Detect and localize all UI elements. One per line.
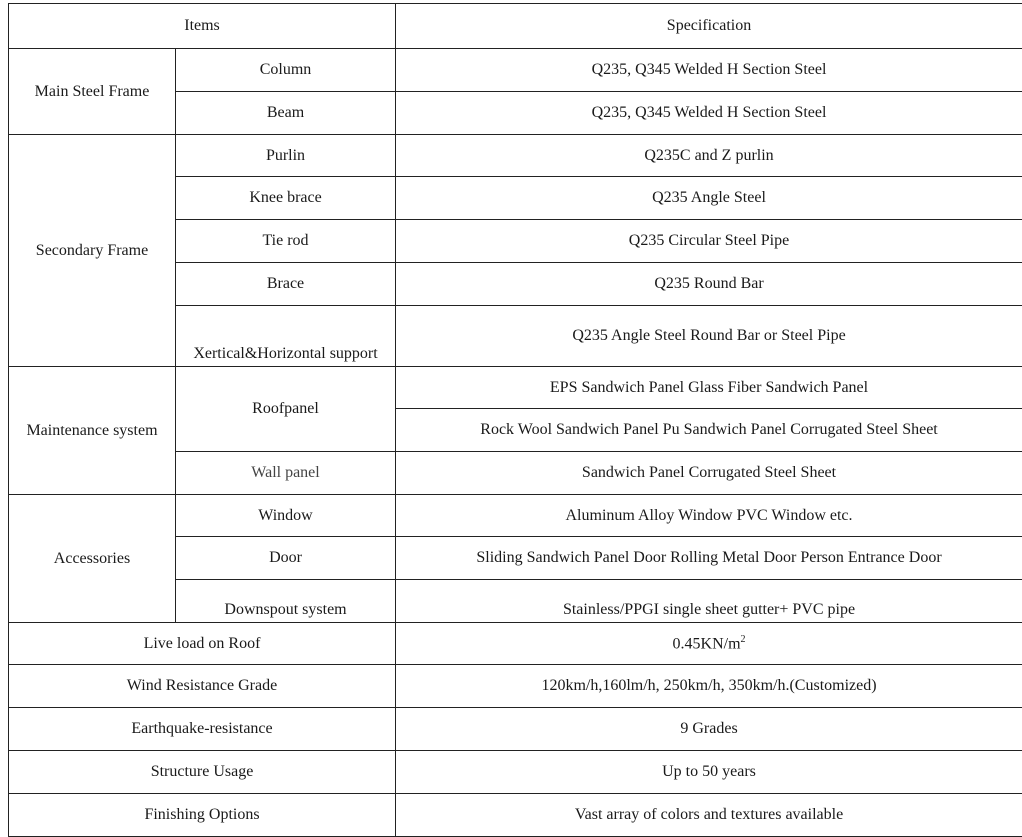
- spec-wind-resistance: 120km/h,160lm/h, 250km/h, 350km/h.(Customized): [396, 665, 1022, 708]
- spec-structure-usage: Up to 50 years: [396, 751, 1022, 794]
- spec-tie-rod: Q235 Circular Steel Pipe: [396, 220, 1022, 263]
- table-row: [9, 135, 1022, 177]
- spec-beam: Q235, Q345 Welded H Section Steel: [396, 92, 1022, 135]
- spec-live-load: [396, 623, 1022, 665]
- spec-roofpanel-2: Rock Wool Sandwich Panel Pu Sandwich Panel Corrugated Steel Sheet: [396, 409, 1022, 452]
- item-support: Xertical&Horizontal support: [176, 306, 396, 367]
- table-row: [9, 751, 1022, 794]
- specification-table: [8, 3, 1022, 837]
- table-row: [9, 623, 1022, 665]
- spec-roofpanel-1: EPS Sandwich Panel Glass Fiber Sandwich Panel: [396, 367, 1022, 409]
- group-maintenance-system: Maintenance system: [9, 367, 176, 495]
- item-downspout: Downspout system: [176, 580, 396, 623]
- item-wind-resistance: Wind Resistance Grade: [9, 665, 396, 708]
- spec-column: Q235, Q345 Welded H Section Steel: [396, 49, 1022, 92]
- table-row: [9, 49, 1022, 92]
- table-row: [9, 665, 1022, 708]
- spec-brace: Q235 Round Bar: [396, 263, 1022, 306]
- item-roofpanel: Roofpanel: [176, 367, 396, 452]
- item-brace: Brace: [176, 263, 396, 306]
- spec-purlin: Q235C and Z purlin: [396, 135, 1022, 177]
- item-earthquake: Earthquake-resistance: [9, 708, 396, 751]
- item-live-load: Live load on Roof: [9, 623, 396, 665]
- item-structure-usage: Structure Usage: [9, 751, 396, 794]
- header-row: [9, 4, 1022, 49]
- item-door: Door: [176, 537, 396, 580]
- spec-knee-brace: Q235 Angle Steel: [396, 177, 1022, 220]
- table-row: [9, 495, 1022, 537]
- item-knee-brace: Knee brace: [176, 177, 396, 220]
- item-column: Column: [176, 49, 396, 92]
- item-beam: Beam: [176, 92, 396, 135]
- spec-downspout: Stainless/PPGI single sheet gutter+ PVC pipe: [396, 580, 1022, 623]
- item-finishing: Finishing Options: [9, 794, 396, 837]
- group-accessories: Accessories: [9, 495, 176, 623]
- spec-support: Q235 Angle Steel Round Bar or Steel Pipe: [396, 306, 1022, 367]
- spec-finishing: Vast array of colors and textures available: [396, 794, 1022, 837]
- spec-live-load-value: 0.45KN/m: [673, 635, 741, 652]
- header-items: Items: [9, 4, 396, 49]
- group-main-steel-frame: Main Steel Frame: [9, 49, 176, 135]
- item-window: Window: [176, 495, 396, 537]
- item-wall-panel: Wall panel: [176, 452, 396, 495]
- spec-earthquake: 9 Grades: [396, 708, 1022, 751]
- spec-window: Aluminum Alloy Window PVC Window etc.: [396, 495, 1022, 537]
- header-specification: Specification: [396, 4, 1022, 49]
- group-secondary-frame: Secondary Frame: [9, 135, 176, 367]
- spec-live-load-exponent: 2: [741, 634, 746, 645]
- table-row: [9, 794, 1022, 837]
- spec-door: Sliding Sandwich Panel Door Rolling Metal Door Person Entrance Door: [396, 537, 1022, 580]
- table-row: [9, 708, 1022, 751]
- item-purlin: Purlin: [176, 135, 396, 177]
- spec-wall-panel: Sandwich Panel Corrugated Steel Sheet: [396, 452, 1022, 495]
- table-row: [9, 367, 1022, 409]
- item-tie-rod: Tie rod: [176, 220, 396, 263]
